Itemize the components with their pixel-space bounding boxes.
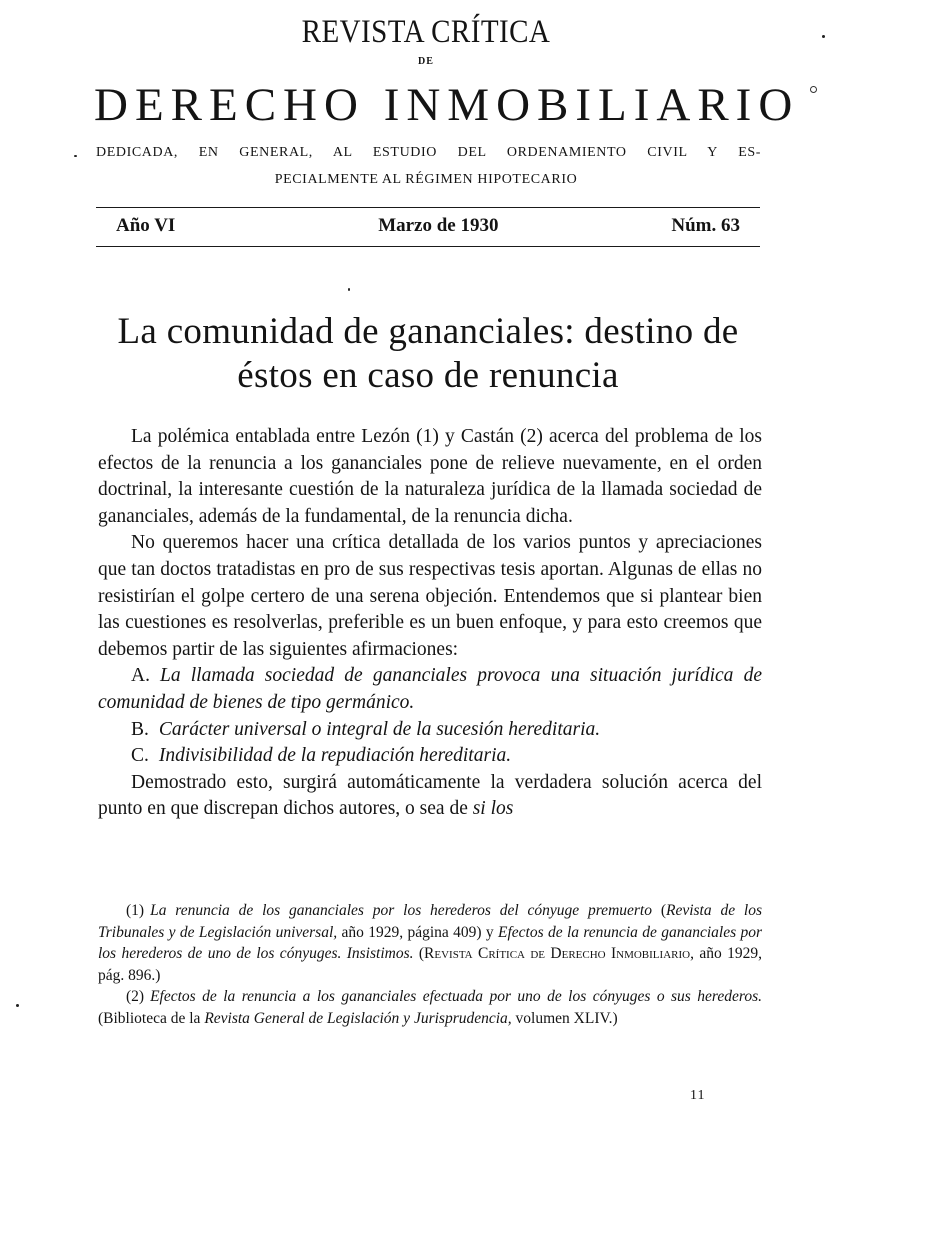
footnote-marker: (2) bbox=[126, 988, 145, 1005]
scan-speck bbox=[822, 35, 825, 38]
list-item-text: Carácter universal o integral de la sucesión hereditaria. bbox=[158, 718, 601, 740]
scan-speck bbox=[16, 1004, 19, 1007]
issue-bar-top-rule bbox=[96, 207, 760, 208]
list-item-letter: A. bbox=[131, 665, 150, 687]
list-item-letter: C. bbox=[131, 745, 149, 767]
footnote-2 bbox=[98, 986, 762, 1029]
body-paragraph: No queremos hacer una crítica detallada de los varios puntos y apreciaciones que tan doctos tratadistas en pro de sus respectivas tesis aportan. Algunas de ellas no resistirían el golpe certero de una serena objeción. Entendemos que si plantear bien las cuestiones es resolverlas, preferible es un buen enfoque, y para esto creemos que debemos partir de las siguientes afirmaciones: bbox=[98, 532, 762, 660]
journal-tagline-line2: PECIALMENTE AL RÉGIMEN HIPOTECARIO bbox=[274, 172, 578, 187]
footnotes bbox=[98, 900, 762, 1029]
scan-speck bbox=[810, 86, 817, 93]
closing-paragraph-text: Demostrado esto, surgirá automáticamente la verdadera solución acerca del punto en que discrepan dichos autores, o sea de bbox=[98, 771, 762, 820]
issue-year: Año VI bbox=[116, 215, 176, 236]
body-paragraph: La polémica entablada entre Lezón (1) y Castán (2) acerca del problema de los efectos de la renuncia a los gananciales pone de relieve nuevamente, en el orden doctrinal, la interesante cuestión de la naturaleza jurídica de la llamada sociedad de gananciales, además de la fundamental, de la renuncia dicha. bbox=[98, 426, 762, 527]
list-item bbox=[98, 663, 762, 716]
list-item-letter: B. bbox=[131, 718, 149, 740]
footnote-part: Efectos de la renuncia a los gananciales efectuada por uno de los cónyuges o sus herederos. bbox=[150, 988, 762, 1005]
issue-number: Núm. 63 bbox=[671, 215, 740, 236]
list-item-text: La llamada sociedad de gananciales provoca una situación jurídica de comunidad de bienes de tipo germánico. bbox=[98, 665, 762, 713]
footnote-part: año 1929, página 409) y bbox=[337, 923, 498, 941]
footnote-part: ( bbox=[413, 945, 425, 962]
list-item bbox=[98, 717, 762, 744]
footnote-part: ( bbox=[651, 902, 666, 919]
journal-title-de: DE bbox=[418, 56, 434, 67]
issue-date: Marzo de 1930 bbox=[378, 215, 499, 236]
footnote-1 bbox=[98, 900, 762, 986]
footnote-part: Revista Crítica de Derecho Inmobiliario, bbox=[424, 945, 694, 962]
footnote-part: (Biblioteca de la bbox=[98, 1009, 205, 1027]
body-paragraph bbox=[98, 770, 762, 823]
footnote-part: Revista de los Tribunales y de Legislación universal, bbox=[98, 902, 762, 941]
footnote-part: La renuncia de los gananciales por los herederos del cónyuge premuerto bbox=[150, 902, 652, 919]
journal-title-line1: REVISTA CRÍTICA bbox=[301, 14, 551, 50]
scan-speck bbox=[74, 155, 77, 157]
footnote-marker: (1) bbox=[126, 902, 145, 919]
issue-bar-bottom-rule bbox=[96, 246, 760, 247]
issue-info-bar bbox=[116, 215, 740, 237]
footnote-part: año 1929, pág. 896.) bbox=[98, 945, 762, 984]
closing-paragraph-italic: si los bbox=[472, 798, 514, 820]
list-item-text: Indivisibilidad de la repudiación hereditaria. bbox=[158, 745, 512, 767]
article-body bbox=[98, 424, 762, 823]
footnote-part: Efectos de la renuncia de gananciales por los herederos de uno de los cónyuges. Insistimos. bbox=[98, 923, 762, 962]
journal-title-main: DERECHO INMOBILIARIO bbox=[94, 79, 800, 131]
footnote-part: Revista General de Legislación y Jurisprudencia, bbox=[204, 1009, 512, 1027]
journal-tagline-line1: DEDICADA, EN GENERAL, AL ESTUDIO DEL ORDENAMIENTO CIVIL Y ES- bbox=[96, 145, 761, 160]
list-item bbox=[98, 743, 762, 770]
article-title: La comunidad de gananciales: destino de éstos en caso de renuncia bbox=[117, 311, 739, 396]
footnote-part: volumen XLIV.) bbox=[511, 1009, 618, 1027]
page-number: 11 bbox=[690, 1088, 706, 1103]
scan-speck bbox=[348, 288, 350, 291]
